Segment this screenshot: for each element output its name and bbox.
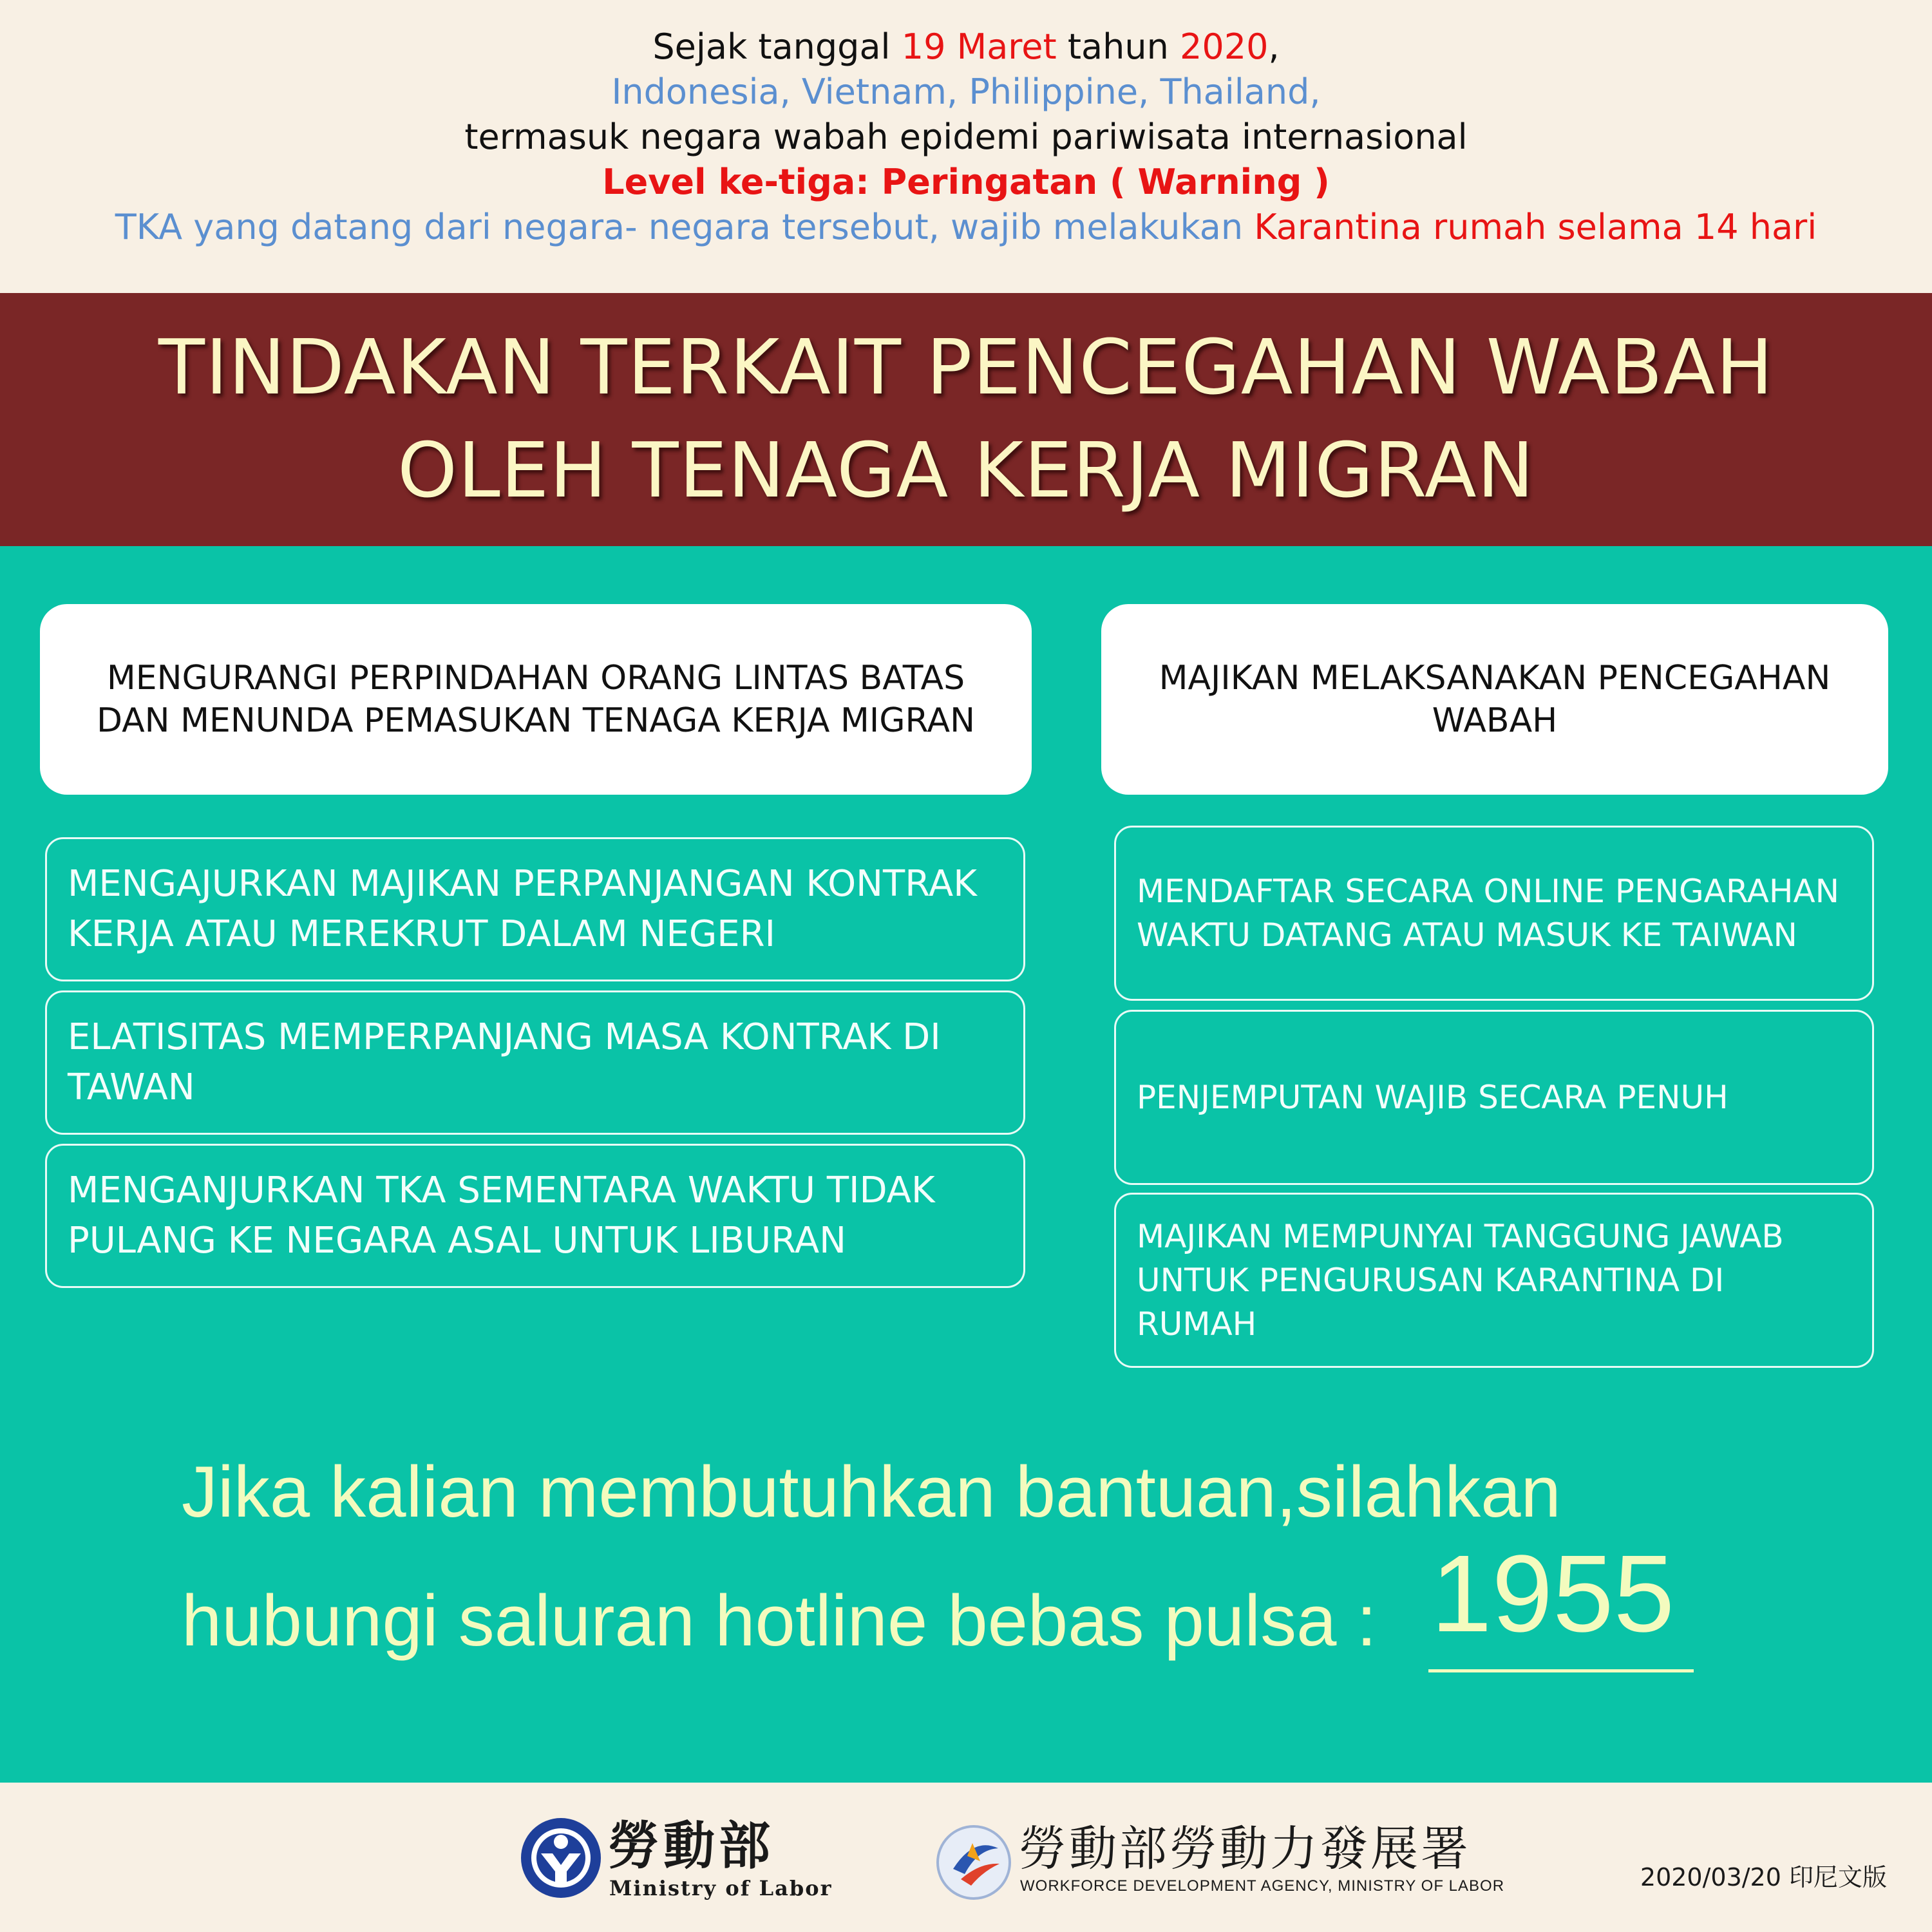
left-measure-text: MENGAJURKAN MAJIKAN PERPANJANGAN KONTRAK KERJA ATAU MEREKRUT DALAM NEGERI <box>68 863 977 955</box>
workforce-development-agency-name-cn: 勞動部勞動力發展署 <box>1019 1821 1471 1877</box>
help-text-line2: hubungi saluran hotline bebas pulsa : <box>182 1580 1377 1661</box>
notice-section <box>0 0 1932 293</box>
version-date: 2020/03/20 印尼文版 <box>1640 1863 1887 1891</box>
notice-quarantine-highlight: Karantina rumah selama 14 hari <box>1254 207 1817 247</box>
banner-title-line2: OLEH TENAGA KERJA MIGRAN <box>397 426 1535 515</box>
left-measure-item <box>45 990 1025 1135</box>
notice-countries: Indonesia, Vietnam, Philippine, Thailand, <box>611 71 1321 112</box>
hotline-underline <box>1428 1669 1694 1672</box>
notice-year: 2020 <box>1180 26 1269 67</box>
left-measure-text: ELATISITAS MEMPERPANJANG MASA KONTRAK DI TAWAN <box>68 1016 941 1108</box>
notice-date-prefix: Sejak tanggal <box>652 26 902 67</box>
right-column-header: MAJIKAN MELAKSANAKAN PENCEGAHAN WABAH <box>1101 604 1888 795</box>
left-measure-item <box>45 837 1025 981</box>
ministry-of-labor-logo-icon <box>519 1816 603 1900</box>
right-measure-item <box>1114 1193 1874 1368</box>
banner-title-line1: TINDAKAN TERKAIT PENCEGAHAN WABAH <box>158 323 1774 412</box>
notice-quarantine <box>0 205 1932 250</box>
notice-epidemic-status: termasuk negara wabah epidemi pariwisata internasional <box>464 117 1468 157</box>
workforce-development-agency-name-en: WORKFORCE DEVELOPMENT AGENCY, MINISTRY OF LABOR <box>1020 1877 1505 1895</box>
hotline-number: 1955 <box>1431 1533 1675 1655</box>
notice-date-suffix: , <box>1268 26 1280 67</box>
notice-line-date <box>0 24 1932 70</box>
ministry-of-labor-name-cn: 勞動部 <box>608 1816 774 1876</box>
right-measure-item <box>1114 1010 1874 1185</box>
notice-warning-level: Level ke-tiga: Peringatan ( Warning ) <box>602 162 1330 202</box>
ministry-of-labor-name-en: Ministry of Labor <box>609 1876 833 1900</box>
right-measure-text: MAJIKAN MEMPUNYAI TANGGUNG JAWAB UNTUK PENGURUSAN KARANTINA DI RUMAH <box>1137 1218 1784 1343</box>
title-banner <box>0 293 1932 546</box>
notice-date: 19 Maret <box>901 26 1057 67</box>
workforce-development-agency-logo-icon <box>935 1824 1012 1901</box>
left-column-header: MENGURANGI PERPINDAHAN ORANG LINTAS BATAS DAN MENUNDA PEMASUKAN TENAGA KERJA MIGRAN <box>40 604 1032 795</box>
right-measure-text: PENJEMPUTAN WAJIB SECARA PENUH <box>1137 1079 1728 1116</box>
right-measure-text: MENDAFTAR SECARA ONLINE PENGARAHAN WAKTU DATANG ATAU MASUK KE TAIWAN <box>1137 873 1840 954</box>
notice-date-mid: tahun <box>1056 26 1180 67</box>
help-text-line1: Jika kalian membutuhkan bantuan,silahkan <box>182 1452 1561 1532</box>
notice-quarantine-prefix: TKA yang datang dari negara- negara tersebut, wajib melakukan <box>115 207 1255 247</box>
right-measure-item <box>1114 826 1874 1001</box>
left-measure-item <box>45 1144 1025 1288</box>
left-measure-text: MENGANJURKAN TKA SEMENTARA WAKTU TIDAK PULANG KE NEGARA ASAL UNTUK LIBURAN <box>68 1170 935 1262</box>
